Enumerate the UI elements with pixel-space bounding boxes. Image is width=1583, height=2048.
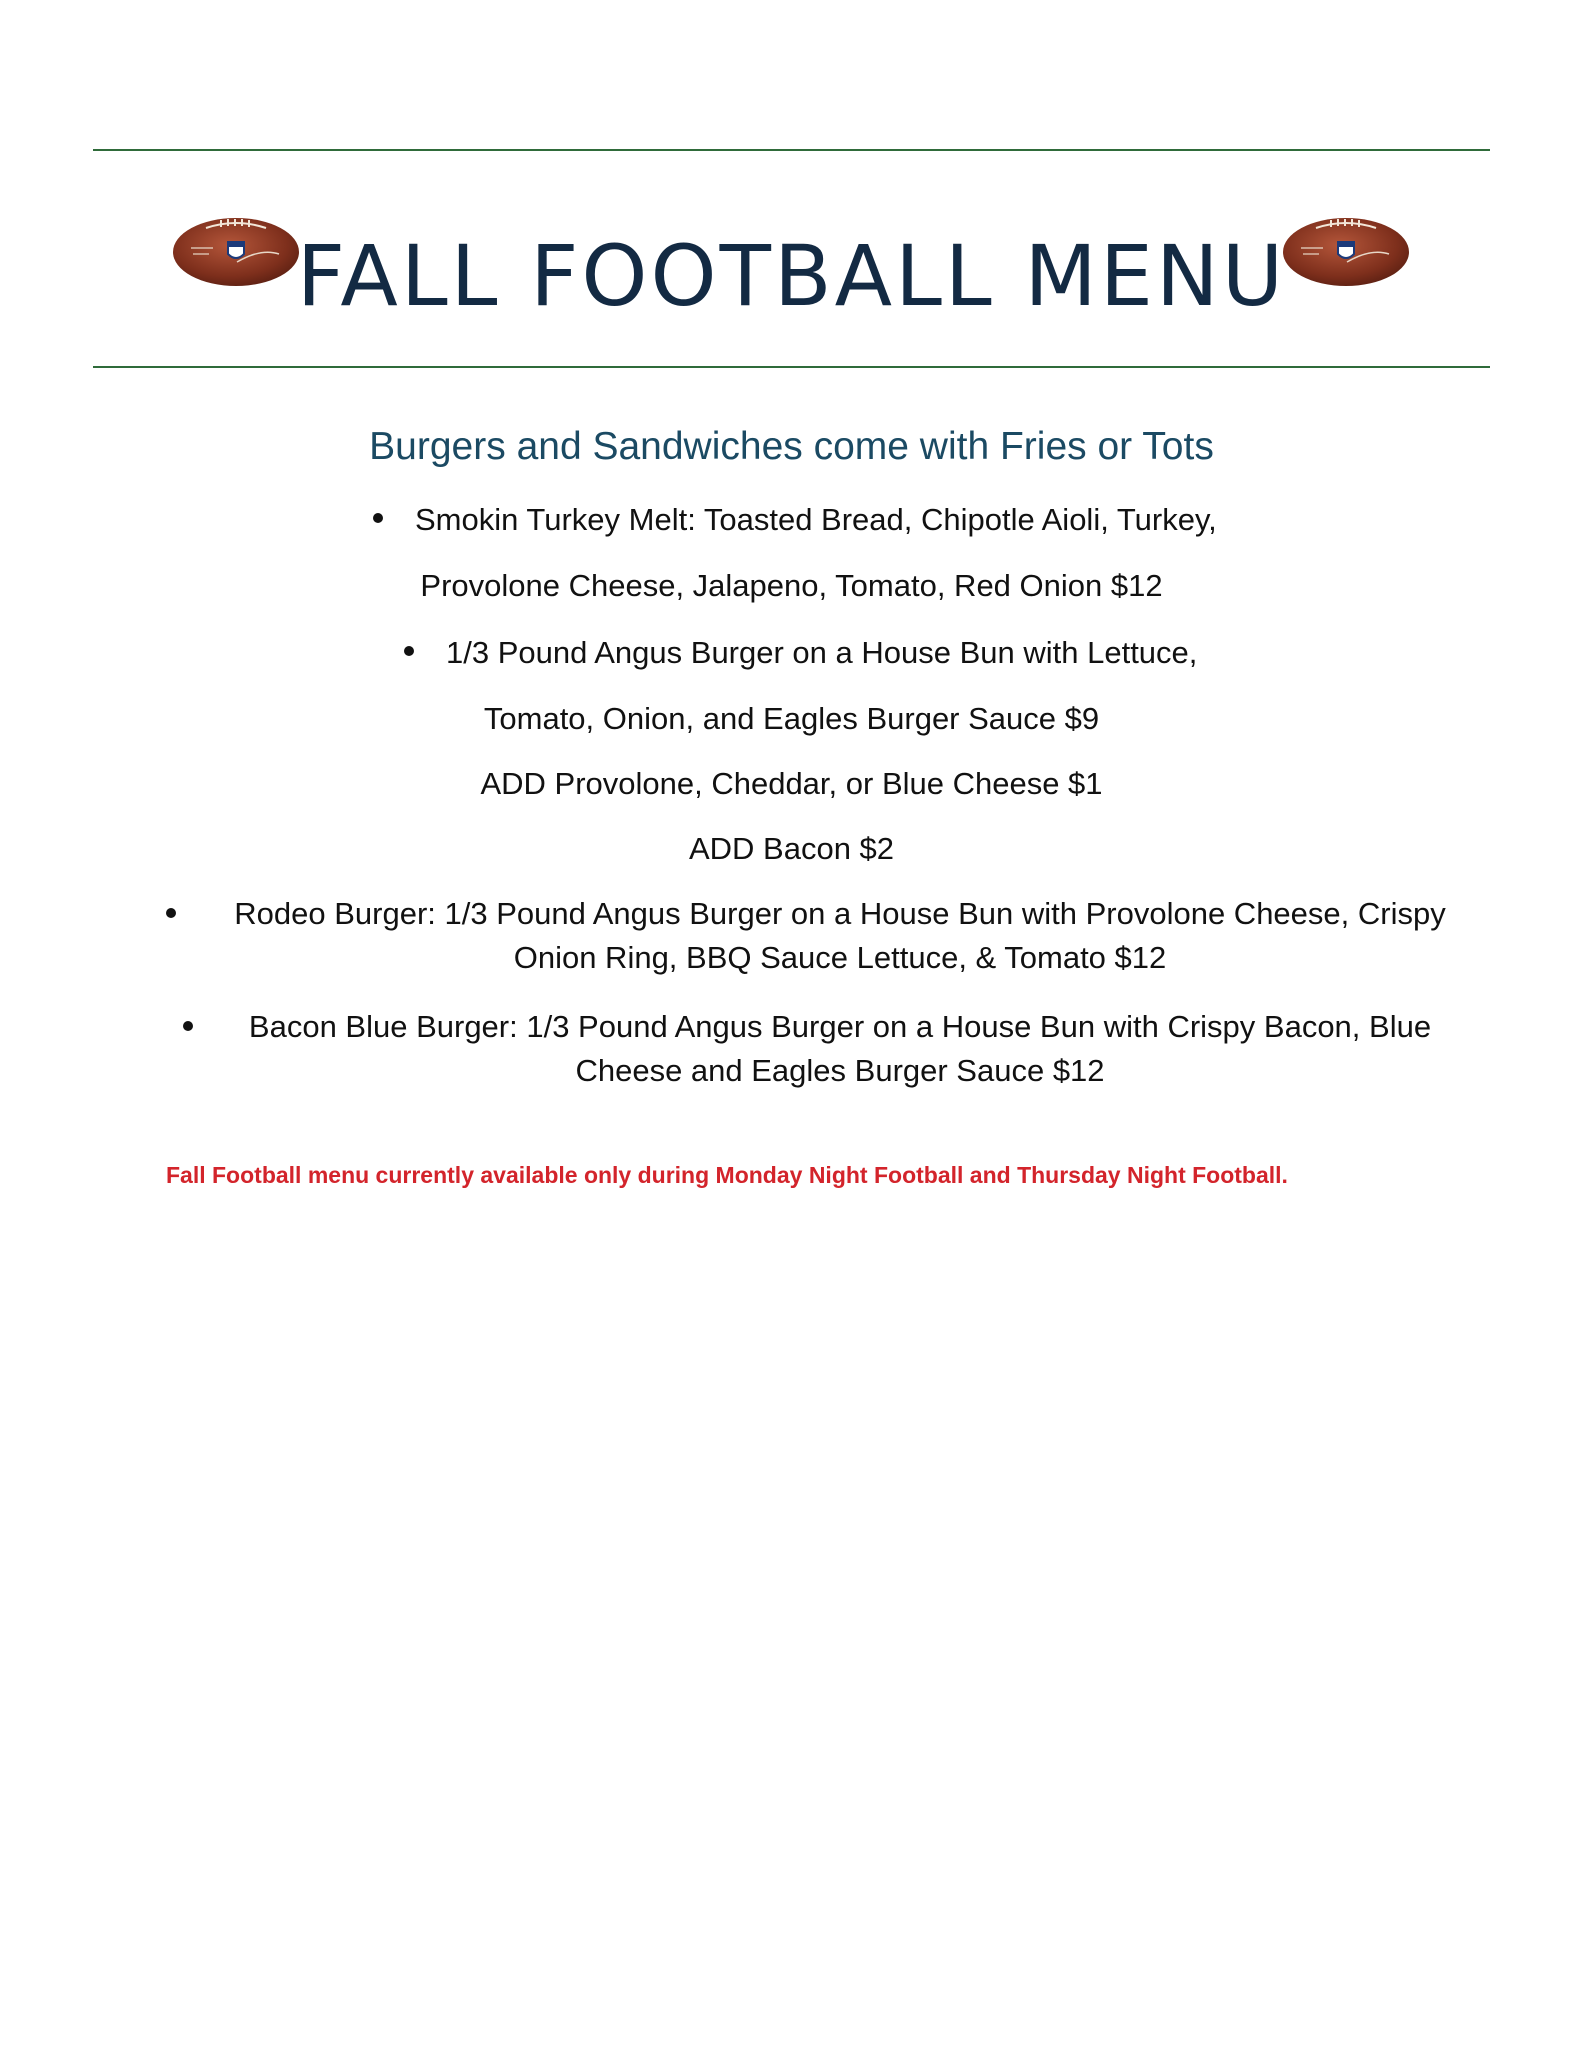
menu-item-rodeo bbox=[200, 892, 1480, 980]
menu-item-angus-line1: 1/3 Pound Angus Burger on a House Bun with Lettuce, bbox=[446, 635, 1198, 670]
bullet-icon bbox=[183, 1021, 193, 1031]
bullet-icon bbox=[373, 513, 383, 523]
bullet-icon bbox=[166, 908, 176, 918]
menu-item-turkey-line1: Smokin Turkey Melt: Toasted Bread, Chipotle Aioli, Turkey, bbox=[415, 502, 1217, 537]
bullet-icon bbox=[404, 646, 414, 656]
menu-item-rodeo-line2: Onion Ring, BBQ Sauce Lettuce, & Tomato $12 bbox=[513, 940, 1167, 975]
top-divider bbox=[93, 149, 1490, 151]
menu-item-bacon-blue-line1: Bacon Blue Burger: 1/3 Pound Angus Burger on a House Bun with Crispy Bacon, Blue bbox=[248, 1009, 1432, 1044]
section-heading: Burgers and Sandwiches come with Fries or Tots bbox=[369, 425, 1214, 468]
availability-notice: Fall Football menu currently available only during Monday Night Football and Thursday Night Football. bbox=[166, 1162, 1288, 1188]
bottom-divider bbox=[93, 366, 1490, 368]
addon-cheese: ADD Provolone, Cheddar, or Blue Cheese $1 bbox=[480, 766, 1103, 801]
menu-item-bacon-blue bbox=[215, 1005, 1465, 1093]
page-title: FALL FOOTBALL MENU bbox=[296, 227, 1287, 325]
menu-item-rodeo-line1: Rodeo Burger: 1/3 Pound Angus Burger on a House Bun with Provolone Cheese, Crispy bbox=[234, 896, 1446, 931]
menu-item-turkey-line2: Provolone Cheese, Jalapeno, Tomato, Red Onion $12 bbox=[420, 568, 1163, 603]
addon-bacon: ADD Bacon $2 bbox=[688, 831, 895, 866]
menu-item-bacon-blue-line2: Cheese and Eagles Burger Sauce $12 bbox=[575, 1053, 1105, 1088]
menu-item-angus-line2: Tomato, Onion, and Eagles Burger Sauce $9 bbox=[483, 701, 1100, 736]
